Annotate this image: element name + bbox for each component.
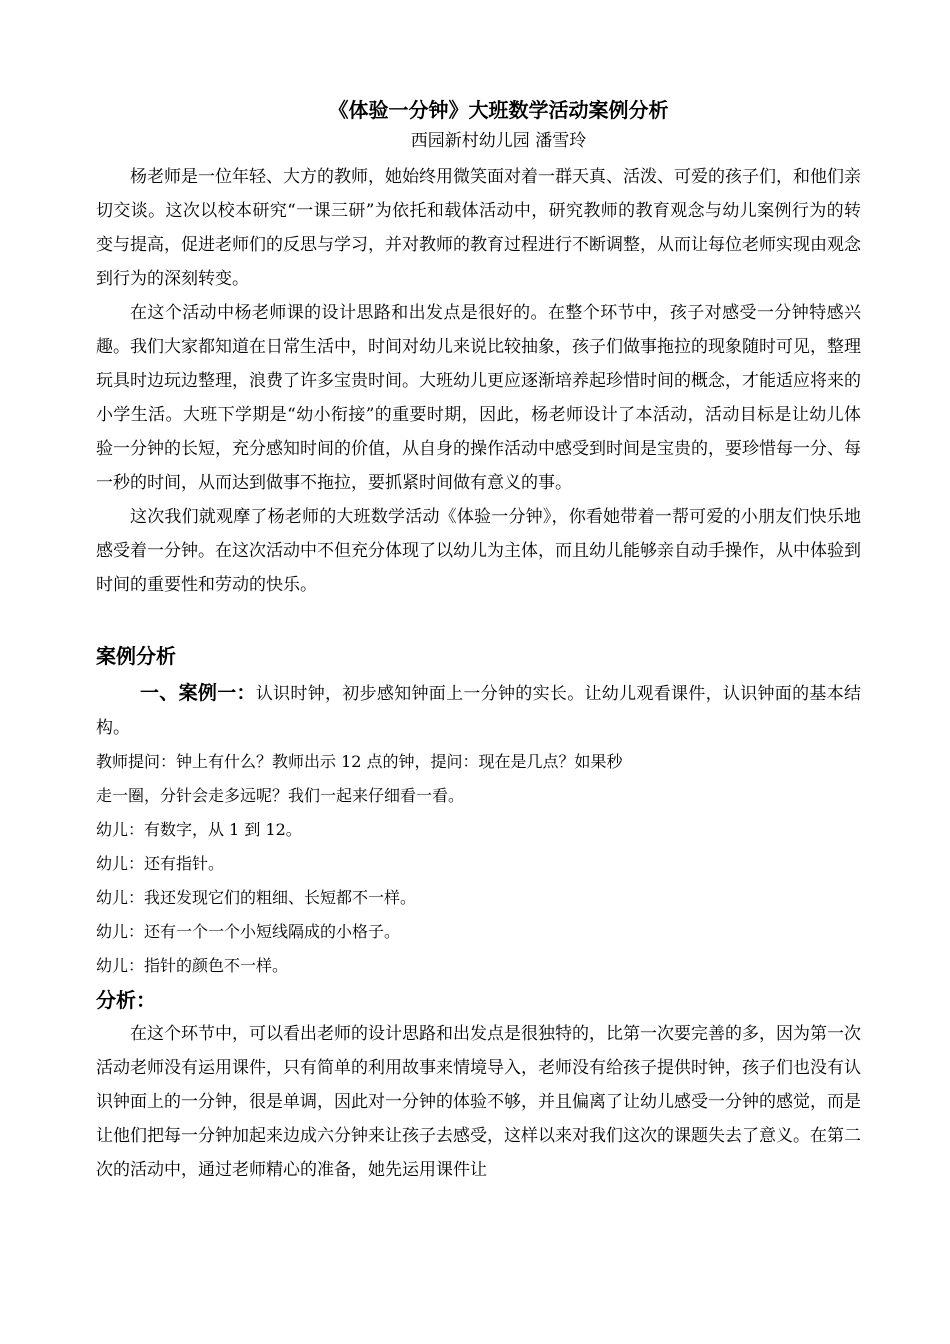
case-one-lead: 一、案例一： [140,682,256,704]
dialog-line-7: 幼儿：指针的颜色不一样。 [96,956,289,975]
dialog-line-2: 走一圈，分针会走多远呢？我们一起来仔细看一看。 [96,786,465,805]
case-one-text: 认识时钟，初步感知钟面上一分钟的实长。让幼儿观看课件，认识钟面的基本结构。 [96,684,861,738]
dialog-line-3: 幼儿：有数字，从 1 到 12。 [96,820,302,839]
case-analysis-heading: 案例分析 [96,644,176,668]
document-title: 《体验一分钟》大班数学活动案例分析 [328,98,669,122]
intro-paragraph-1: 杨老师是一位年轻、大方的教师，她始终用微笑面对着一群天真、活泼、可爱的孩子们，和他们亲切交谈。这次以校本研究“一课三研”为依托和载体活动中，研究教师的教育观念与幼儿案例行为的转变与提高，促进老师们的反思与学习，并对教师的教育过程进行不断调整，从而让每位老师实现由观念到行为的深刻转变。 [96,167,861,289]
document-page [96,94,861,1187]
intro-paragraph-3: 这次我们就观摩了杨老师的大班数学活动《体验一分钟》，你看她带着一帮可爱的小朋友们快乐地感受着一分钟。在这次活动中不但充分体现了以幼儿为主体，而且幼儿能够亲自动手操作，从中体验到时间的重要性和劳动的快乐。 [96,507,861,595]
analysis-heading: 分析： [96,988,156,1012]
analysis-paragraph: 在这个环节中，可以看出老师的设计思路和出发点是很独特的，比第一次要完善的多，因为第一次活动老师没有运用课件，只有简单的利用故事来情境导入，老师没有给孩子提供时钟，孩子们也没有认识钟面上的一分钟，很是单调，因此对一分钟的体验不够，并且偏离了让幼儿感受一分钟的感觉，而是让他们把每一分钟加起来边成六分钟来让孩子去感受，这样以来对我们这次的课题失去了意义。在第二次的活动中，通过老师精心的准备，她先运用课件让 [96,1024,861,1180]
dialog-line-1: 教师提问：钟上有什么？教师出示 12 点的钟，提问：现在是几点？如果秒 [96,752,623,771]
dialog-line-5: 幼儿：我还发现它们的粗细、长短都不一样。 [96,888,417,907]
case-one-paragraph [96,676,861,745]
dialog-line-6: 幼儿：还有一个一个小短线隔成的小格子。 [96,922,401,941]
section-gap [96,602,861,636]
intro-paragraph-2: 在这个活动中杨老师课的设计思路和出发点是很好的。在整个环节中，孩子对感受一分钟特感兴趣。我们大家都知道在日常生活中，时间对幼儿来说比较抽象，孩子们做事拖拉的现象随时可见，整理玩具时边玩边整理，浪费了许多宝贵时间。大班幼儿更应逐渐培养起珍惜时间的概念，才能适应将来的小学生活。大班下学期是“幼小衔接”的重要时期，因此，杨老师设计了本活动，活动目标是让幼儿体验一分钟的长短，充分感知时间的价值，从自身的操作活动中感受到时间是宝贵的，要珍惜每一分、每一秒的时间，从而达到做事不拖拉，要抓紧时间做有意义的事。 [96,303,861,493]
document-author: 西园新村幼儿园 潘雪玲 [410,131,587,151]
dialog-line-4: 幼儿：还有指针。 [96,854,225,873]
